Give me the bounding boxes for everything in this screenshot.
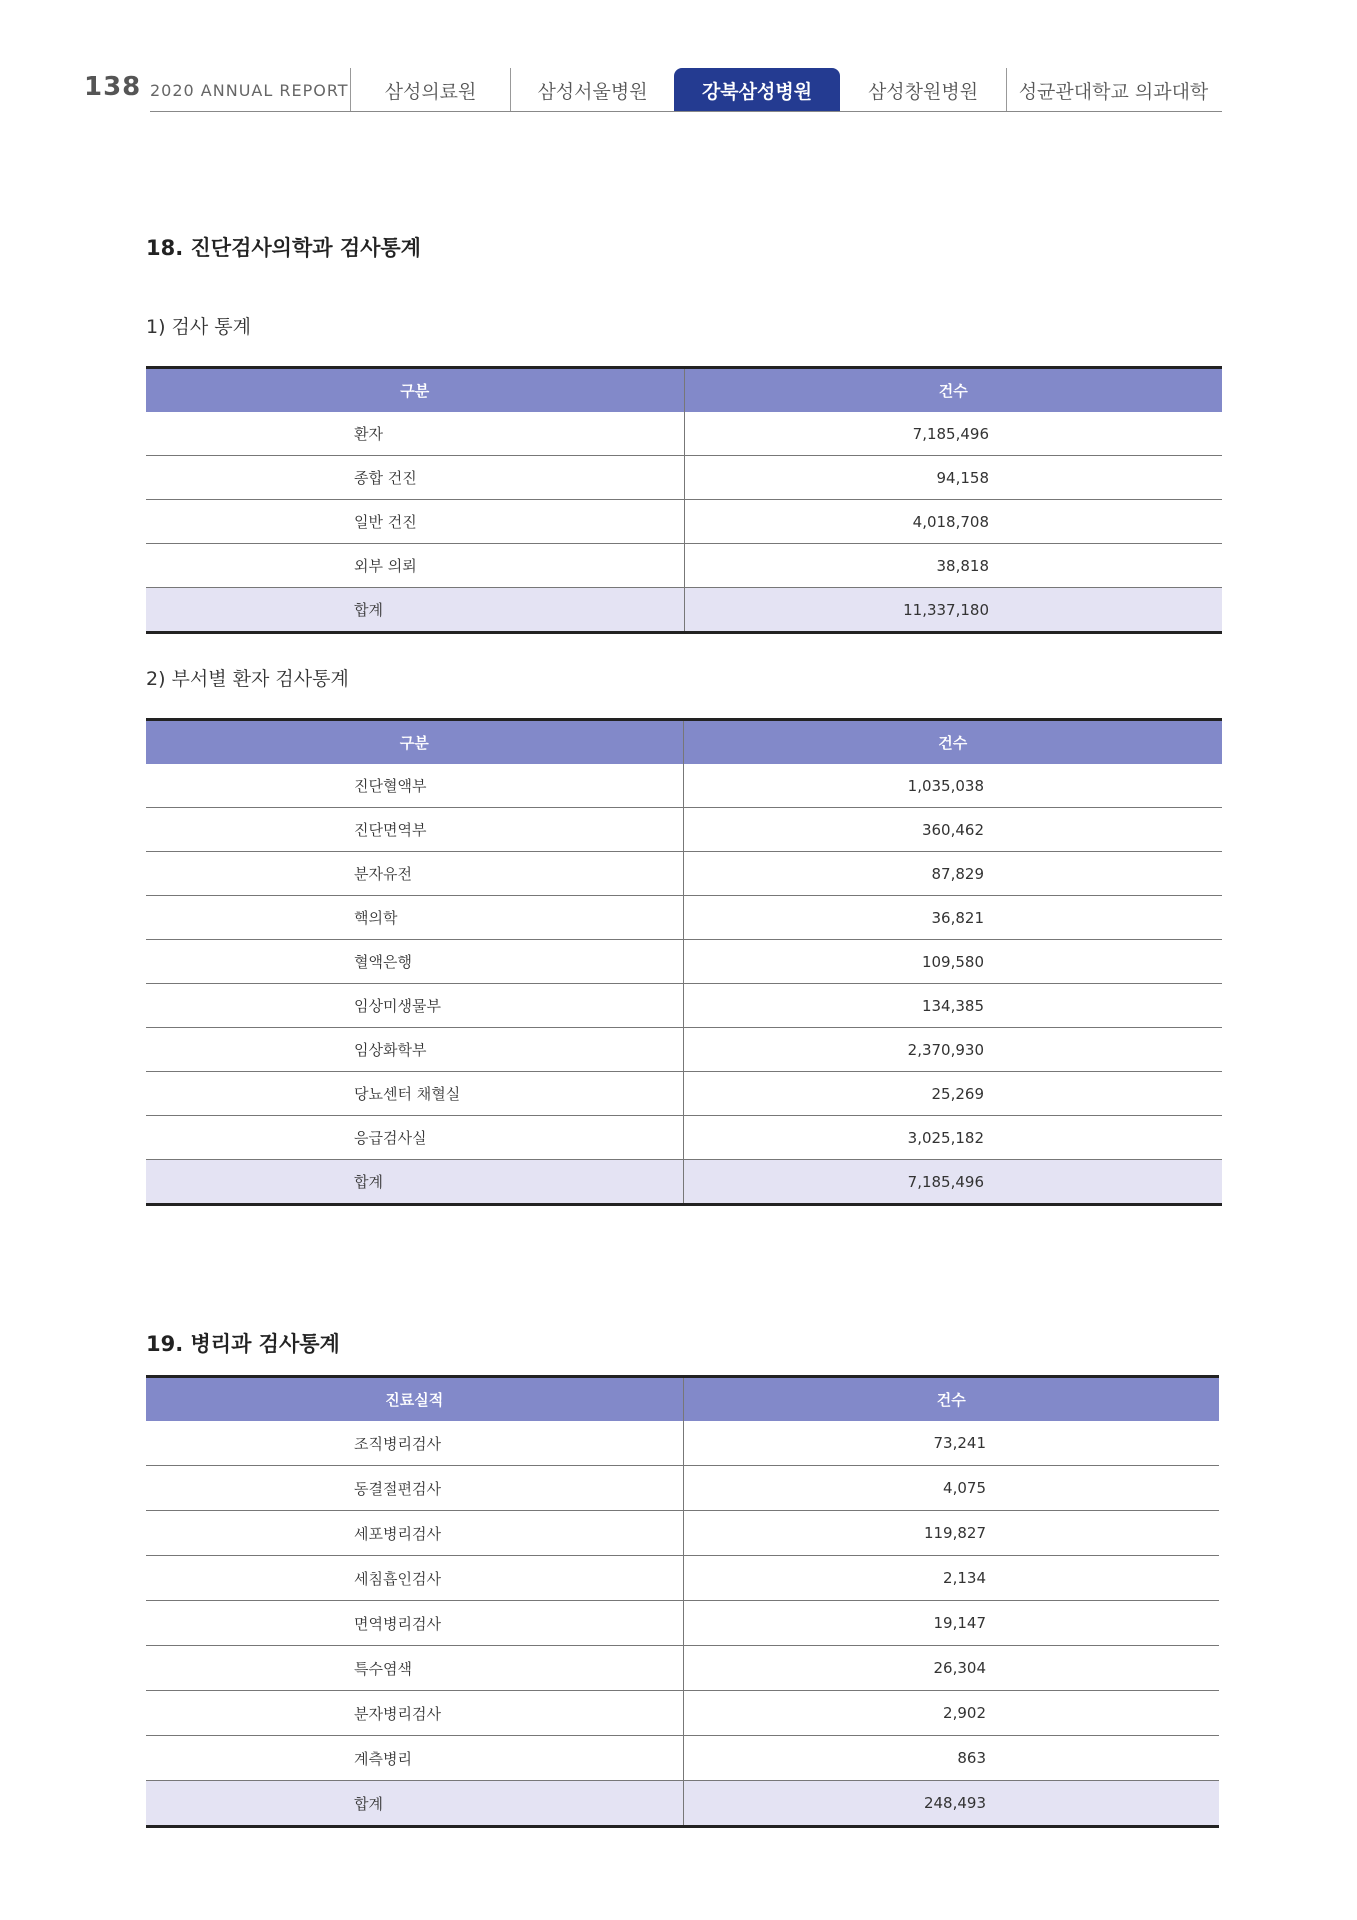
total-row [146, 588, 1222, 633]
table-row [146, 500, 1222, 544]
row-label: 분자병리검사 [146, 1691, 683, 1736]
row-value: 73,241 [683, 1421, 1219, 1466]
row-value: 36,821 [683, 896, 1222, 940]
table-row [146, 808, 1222, 852]
row-value: 11,337,180 [684, 588, 1222, 633]
row-label: 임상화학부 [146, 1028, 683, 1072]
row-value: 2,370,930 [683, 1028, 1222, 1072]
row-value: 94,158 [684, 456, 1222, 500]
row-label: 진단혈액부 [146, 764, 683, 808]
table-row [146, 940, 1222, 984]
row-value: 360,462 [683, 808, 1222, 852]
row-value: 3,025,182 [683, 1116, 1222, 1160]
lab-test-statistics-table [146, 366, 1222, 634]
row-value: 25,269 [683, 1072, 1222, 1116]
total-row [146, 1160, 1222, 1205]
row-value: 134,385 [683, 984, 1222, 1028]
table-row [146, 412, 1222, 456]
row-value: 2,134 [683, 1556, 1219, 1601]
total-row [146, 1781, 1219, 1827]
table-row [146, 456, 1222, 500]
column-header-count: 건수 [683, 720, 1222, 765]
row-label: 분자유전 [146, 852, 683, 896]
hospital-tabs [350, 68, 1220, 112]
table-row [146, 1072, 1222, 1116]
table-row [146, 1646, 1219, 1691]
table-row [146, 764, 1222, 808]
row-value: 863 [683, 1736, 1219, 1781]
table-row [146, 852, 1222, 896]
row-label: 세침흡인검사 [146, 1556, 683, 1601]
table-row [146, 1601, 1219, 1646]
column-header-performance: 진료실적 [146, 1377, 683, 1422]
tab-samsung-seoul-hospital[interactable]: 삼성서울병원 [510, 68, 674, 112]
pathology-test-statistics-table [146, 1375, 1219, 1828]
row-value: 19,147 [683, 1601, 1219, 1646]
row-label: 동결절편검사 [146, 1466, 683, 1511]
column-header-category: 구분 [146, 720, 683, 765]
row-label: 혈액은행 [146, 940, 683, 984]
row-label: 일반 건진 [146, 500, 684, 544]
tab-kangbuk-samsung-hospital[interactable]: 강북삼성병원 [674, 68, 840, 112]
row-label: 면역병리검사 [146, 1601, 683, 1646]
row-label: 합계 [146, 1160, 683, 1205]
row-value: 38,818 [684, 544, 1222, 588]
page-header [0, 0, 1357, 120]
row-label: 환자 [146, 412, 684, 456]
table-row [146, 544, 1222, 588]
table-row [146, 1511, 1219, 1556]
row-label: 합계 [146, 588, 684, 633]
page-number: 138 [84, 72, 142, 102]
row-value: 4,018,708 [684, 500, 1222, 544]
table-row [146, 984, 1222, 1028]
row-label: 외부 의뢰 [146, 544, 684, 588]
row-label: 종합 건진 [146, 456, 684, 500]
row-value: 4,075 [683, 1466, 1219, 1511]
row-label: 핵의학 [146, 896, 683, 940]
row-value: 248,493 [683, 1781, 1219, 1827]
row-value: 7,185,496 [684, 412, 1222, 456]
row-value: 26,304 [683, 1646, 1219, 1691]
row-value: 7,185,496 [683, 1160, 1222, 1205]
report-name: 2020 ANNUAL REPORT [150, 81, 349, 100]
header-divider [150, 111, 1222, 112]
table-1-subtitle: 1) 검사 통계 [146, 316, 251, 338]
table-row [146, 1466, 1219, 1511]
tab-skku-medical-school[interactable]: 성균관대학교 의과대학 [1006, 68, 1220, 112]
section-18-title: 18. 진단검사의학과 검사통계 [146, 236, 421, 260]
table-row [146, 896, 1222, 940]
row-label: 특수염색 [146, 1646, 683, 1691]
row-value: 1,035,038 [683, 764, 1222, 808]
table-2-subtitle: 2) 부서별 환자 검사통계 [146, 668, 349, 690]
row-label: 진단면역부 [146, 808, 683, 852]
column-header-category: 구분 [146, 368, 684, 413]
column-header-count: 건수 [684, 368, 1222, 413]
table-row [146, 1556, 1219, 1601]
table-row [146, 1028, 1222, 1072]
row-label: 당뇨센터 채혈실 [146, 1072, 683, 1116]
tab-samsung-changwon-hospital[interactable]: 삼성창원병원 [867, 80, 979, 103]
row-value: 87,829 [683, 852, 1222, 896]
row-label: 조직병리검사 [146, 1421, 683, 1466]
table-row [146, 1421, 1219, 1466]
row-value: 2,902 [683, 1691, 1219, 1736]
column-header-count: 건수 [683, 1377, 1219, 1422]
table-row [146, 1691, 1219, 1736]
row-label: 응급검사실 [146, 1116, 683, 1160]
row-value: 109,580 [683, 940, 1222, 984]
tab-samsung-medical-center[interactable]: 삼성의료원 [350, 68, 510, 112]
row-label: 세포병리검사 [146, 1511, 683, 1556]
department-test-statistics-table [146, 718, 1222, 1206]
row-label: 합계 [146, 1781, 683, 1827]
section-19-title: 19. 병리과 검사통계 [146, 1332, 340, 1356]
table-row [146, 1736, 1219, 1781]
row-label: 계측병리 [146, 1736, 683, 1781]
row-value: 119,827 [683, 1511, 1219, 1556]
row-label: 임상미생물부 [146, 984, 683, 1028]
table-row [146, 1116, 1222, 1160]
